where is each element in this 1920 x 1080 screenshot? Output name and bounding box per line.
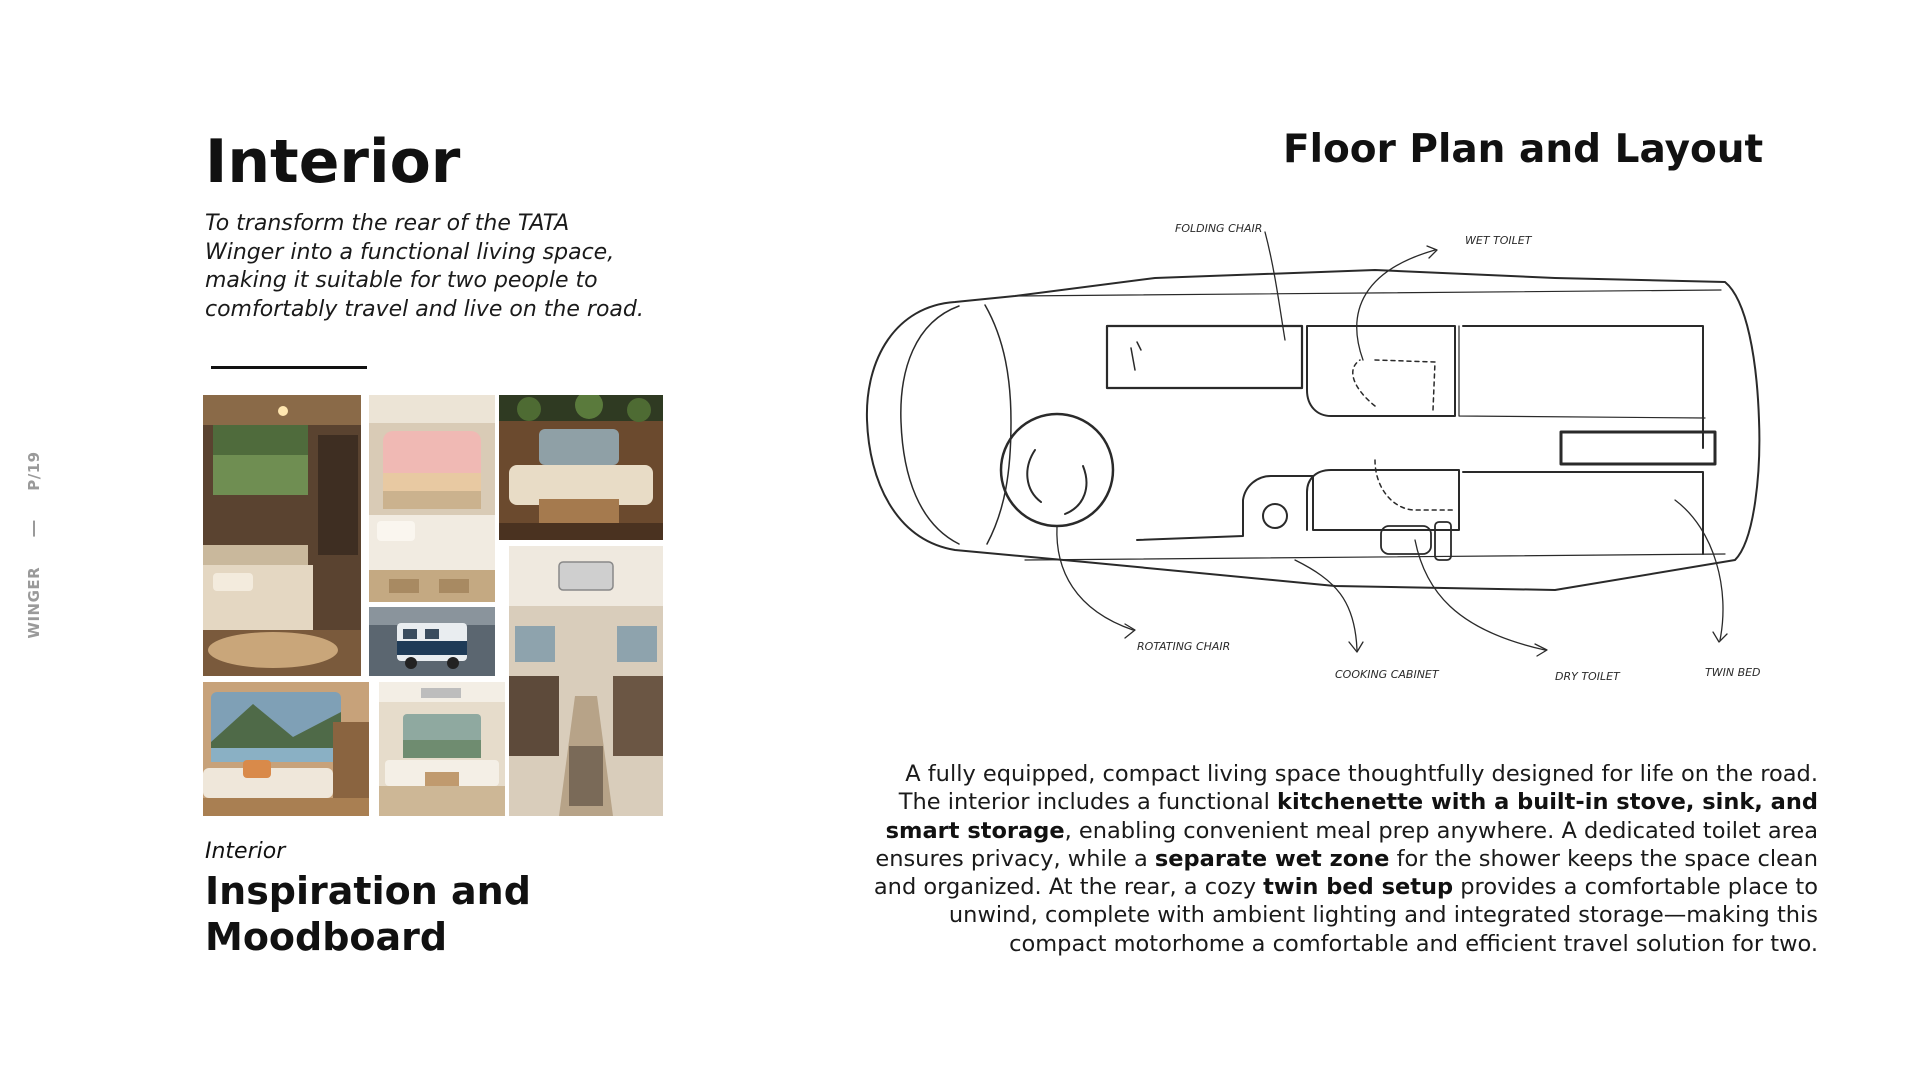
moodboard-image-lake-view <box>203 682 369 816</box>
desc-text-1: A fully equipped, compact living space thoughtfully designed for life on the road. The interior includes a functional <box>898 761 1818 816</box>
arrow-folding-chair <box>1265 232 1285 340</box>
floor-plan-sketch <box>855 210 1815 700</box>
note-folding-chair: FOLDING CHAIR <box>1175 222 1263 235</box>
van-outline <box>867 270 1759 590</box>
moodboard-image-van-exterior <box>369 607 495 676</box>
moodboard-image-lounge <box>499 395 663 540</box>
moodboard-image-bedroom <box>203 395 361 676</box>
rotating-chair-circle <box>1001 414 1113 526</box>
note-rotating-chair: ROTATING CHAIR <box>1137 640 1231 653</box>
arrow-cooking-cabinet <box>1295 560 1357 650</box>
side-label <box>22 440 46 650</box>
moodboard-collage <box>203 395 663 816</box>
floor-plan-title: Floor Plan and Layout <box>1283 127 1764 172</box>
desc-text-4: provides a comfortable place to unwind, complete with ambient lighting and integrated storage—making this compact motorhome a comfortable and efficient travel solution for two. <box>948 874 1818 957</box>
arrow-wet-toilet <box>1357 250 1435 360</box>
note-cooking-cabinet: COOKING CABINET <box>1335 668 1439 681</box>
page-number: P/19 <box>25 451 43 491</box>
page-title: Interior <box>205 127 461 197</box>
desc-highlight-wet-zone: separate wet zone <box>1154 845 1390 872</box>
desc-highlight-twin-bed: twin bed setup <box>1263 874 1454 901</box>
side-label-divider <box>33 521 35 537</box>
desc-text-3: for the shower keeps the space clean and organized. At the rear, a cozy <box>873 845 1818 901</box>
note-twin-bed: TWIN BED <box>1705 666 1761 679</box>
note-dry-toilet: DRY TOILET <box>1555 670 1620 683</box>
note-wet-toilet: WET TOILET <box>1465 234 1532 247</box>
desc-text-2: , enabling convenient meal prep anywhere. A dedicated toilet area ensures privacy, while a <box>875 817 1818 872</box>
desc-highlight-kitchenette: kitchenette with a built-in stove, sink, and smart storage <box>885 789 1818 844</box>
arrow-twin-bed <box>1675 500 1723 640</box>
moodboard-image-interior-aisle <box>509 546 663 816</box>
project-name: WINGER <box>25 566 43 639</box>
moodboard-kicker: Interior <box>205 839 286 864</box>
floor-plan-description <box>858 760 1818 958</box>
arrow-rotating-chair <box>1057 526 1133 630</box>
moodboard-image-window-bed <box>369 395 495 602</box>
moodboard-image-dining-nook <box>379 682 505 816</box>
moodboard-title: Inspiration and Moodboard <box>205 869 531 959</box>
title-divider <box>211 366 367 369</box>
intro-text: To transform the rear of the TATA Winger into a functional living space, making it suitable for two people to comfortably travel and live on the road. <box>205 211 644 322</box>
